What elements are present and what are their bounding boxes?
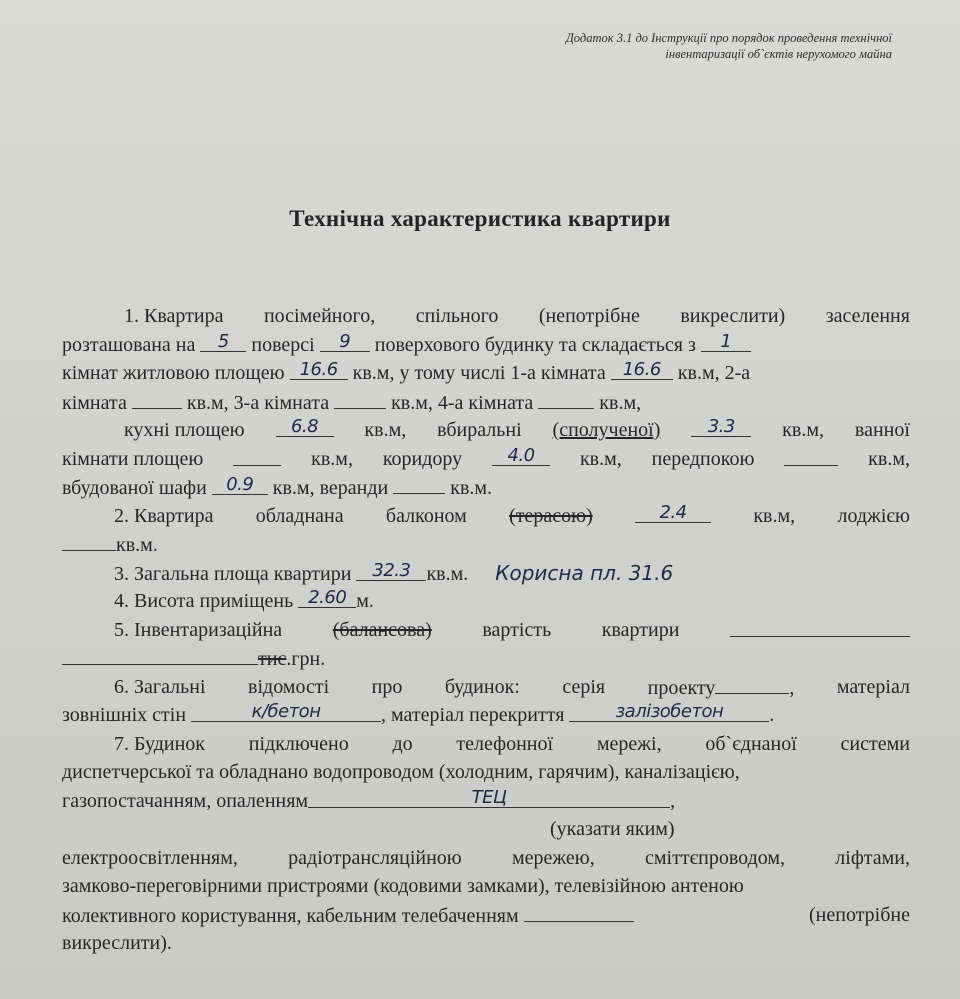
item-1-line-3: кімнат житловою площею 16.6 кв.м, у тому числі 1-а кімната 16.6 кв.м, 2-а [62,359,751,384]
loggia-field [62,530,116,551]
corridor-field: 4.0 [492,445,550,466]
useful-area-note: Корисна пл. 31.6 [495,560,674,585]
living-area-field: 16.6 [290,359,348,380]
document-title: Технічна характеристика квартири [289,206,671,231]
value-field-1 [730,616,910,637]
item-1-line-6: кімнати площею кв.м, коридору 4.0 кв.м, передпокою кв.м, [62,444,910,470]
height-field: 2.60 [298,587,356,608]
heating-field: ТЕЦ [308,787,670,808]
item-6-line-2: зовнішніх стін к/бетон , матеріал перекриття залізобетон . [62,701,775,726]
hallway-field [784,445,838,466]
item-2-line-1: 2. Квартира обладнана балконом (терасою) 2.4 кв.м, лоджією [114,501,910,527]
item-5-line-2: тис.грн. [62,644,910,673]
item-1-line-2: розташована на 5 поверсі 9 поверхового будинку та складається з 1 [62,331,910,360]
wall-material-field: к/бетон [191,701,381,722]
item-1-line-4: кімната кв.м, 3-а кімната кв.м, 4-а кімната кв.м, [62,388,910,417]
wardrobe-field: 0.9 [212,474,268,495]
floor-field: 5 [200,331,246,352]
item-7-note: (указати яким) [550,818,675,840]
item-1-line-1: 1. Квартира посімейного, спільного (непотрібне викреслити) заселення [124,305,910,327]
project-series-field [715,673,789,694]
item-3-line: 3. Загальна площа квартири 32.3 кв.м. Корисна пл. 31.6 [114,559,674,585]
kitchen-field: 6.8 [276,416,334,437]
room3-field [334,388,386,409]
rooms-field: 1 [701,331,751,352]
item-1-line-5: кухні площею 6.8 кв.м, вбиральні (сполученої) 3.3 кв.м, ванної [124,416,910,441]
item-7-line-5: електроосвітленням, радіотрансляційною мережею, сміттєпроводом, ліфтами, [62,846,910,869]
item-7-line-1: 7. Будинок підключено до телефонної мережі, об`єднаної системи [114,732,910,755]
appendix-header [462,30,892,62]
item-7-line-8: викреслити). [62,932,172,954]
item-7-line-6: замково-переговірними пристроями (кодовими замками), телевізійною антеною [62,875,744,897]
room1-field: 16.6 [611,359,673,380]
bathroom-field [233,445,281,466]
item-2-line-2: кв.м. [62,530,910,559]
item-5-line-1: 5. Інвентаризаційна (балансова) вартість квартири [62,616,910,645]
item-7-line-7: колективного користування, кабельним телебаченням (непотрібне [62,901,910,930]
veranda-field [393,473,445,494]
header-line-1: Додаток 3.1 до Інструкції про порядок проведення технічної [565,31,892,45]
header-line-2: інвентаризації об`єктів нерухомого майна [665,47,892,61]
ceiling-material-field: залізобетон [569,701,769,722]
floors-total-field: 9 [320,331,370,352]
total-area-field: 32.3 [356,560,426,581]
item-7-line-2: диспетчерської та обладнано водопроводом (холодним, гарячим), каналізацією, [62,761,740,783]
value-field-2 [62,644,258,665]
toilet-field: 3.3 [691,416,751,437]
item-7-line-3: газопостачанням, опаленням ТЕЦ , [62,786,676,812]
cable-tv-field [524,901,634,922]
document-body [62,302,910,958]
item-1-line-7: вбудованої шафи 0.9 кв.м, веранди кв.м. [62,474,493,499]
item-4-line: 4. Висота приміщень 2.60 м. [114,587,374,612]
room2-field [132,388,182,409]
item-6-line-1: 6. Загальні відомості про будинок: серія проекту , матеріал [62,673,910,702]
balcony-field: 2.4 [635,502,711,523]
room4-field [538,388,594,409]
